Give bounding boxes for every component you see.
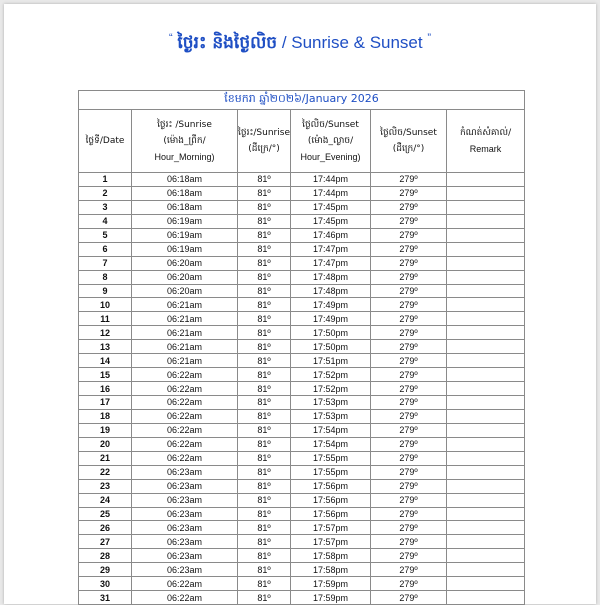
cell-sunset-degree: 279º — [371, 340, 447, 354]
cell-sunrise-time: 06:22am — [132, 368, 238, 382]
cell-sunset-degree: 279º — [371, 284, 447, 298]
cell-remark — [447, 228, 525, 242]
cell-sunrise-time: 06:18am — [132, 173, 238, 187]
cell-remark — [447, 368, 525, 382]
cell-sunrise-time: 06:23am — [132, 507, 238, 521]
table-row — [79, 507, 525, 521]
table-row — [79, 451, 525, 465]
cell-date: 17 — [79, 396, 132, 410]
cell-date: 24 — [79, 493, 132, 507]
table-body — [79, 173, 525, 605]
cell-date: 23 — [79, 479, 132, 493]
cell-date: 10 — [79, 298, 132, 312]
cell-remark — [447, 382, 525, 396]
cell-date: 14 — [79, 354, 132, 368]
cell-sunrise-degree: 81º — [238, 591, 291, 605]
cell-sunset-time: 17:56pm — [291, 507, 371, 521]
table-row — [79, 549, 525, 563]
cell-sunset-time: 17:54pm — [291, 423, 371, 437]
col-header-sunrise-degree: ថ្ងៃរះ/Sunrise (ដឺក្រេ/°) — [238, 110, 291, 173]
table-row — [79, 368, 525, 382]
cell-sunset-time: 17:44pm — [291, 173, 371, 187]
col-header-date: ថ្ងៃទី/Date — [79, 110, 132, 173]
cell-date: 13 — [79, 340, 132, 354]
cell-date: 31 — [79, 591, 132, 605]
cell-remark — [447, 549, 525, 563]
cell-sunrise-time: 06:22am — [132, 451, 238, 465]
table-row — [79, 521, 525, 535]
cell-date: 18 — [79, 409, 132, 423]
table-row — [79, 423, 525, 437]
table-row — [79, 591, 525, 605]
cell-sunrise-degree: 81º — [238, 312, 291, 326]
cell-sunrise-degree: 81º — [238, 382, 291, 396]
table-row — [79, 535, 525, 549]
cell-sunrise-degree: 81º — [238, 228, 291, 242]
cell-sunset-time: 17:56pm — [291, 493, 371, 507]
cell-sunset-time: 17:55pm — [291, 451, 371, 465]
cell-sunrise-time: 06:23am — [132, 493, 238, 507]
cell-remark — [447, 479, 525, 493]
cell-date: 5 — [79, 228, 132, 242]
cell-remark — [447, 298, 525, 312]
cell-remark — [447, 437, 525, 451]
cell-date: 3 — [79, 200, 132, 214]
table-row — [79, 437, 525, 451]
cell-sunset-degree: 279º — [371, 549, 447, 563]
cell-remark — [447, 563, 525, 577]
table-row — [79, 284, 525, 298]
cell-sunrise-time: 06:23am — [132, 465, 238, 479]
cell-sunset-degree: 279º — [371, 563, 447, 577]
cell-sunrise-time: 06:21am — [132, 298, 238, 312]
cell-sunrise-degree: 81º — [238, 396, 291, 410]
cell-remark — [447, 256, 525, 270]
cell-sunset-time: 17:44pm — [291, 186, 371, 200]
table-row — [79, 409, 525, 423]
cell-sunset-degree: 279º — [371, 312, 447, 326]
cell-date: 26 — [79, 521, 132, 535]
cell-date: 28 — [79, 549, 132, 563]
cell-sunset-degree: 279º — [371, 451, 447, 465]
cell-sunrise-degree: 81º — [238, 242, 291, 256]
cell-remark — [447, 423, 525, 437]
cell-sunset-time: 17:52pm — [291, 368, 371, 382]
cell-remark — [447, 242, 525, 256]
cell-sunset-time: 17:50pm — [291, 326, 371, 340]
cell-sunrise-degree: 81º — [238, 186, 291, 200]
cell-sunset-time: 17:48pm — [291, 270, 371, 284]
cell-sunset-degree: 279º — [371, 437, 447, 451]
cell-sunrise-time: 06:23am — [132, 563, 238, 577]
cell-sunrise-time: 06:22am — [132, 423, 238, 437]
cell-date: 4 — [79, 214, 132, 228]
cell-remark — [447, 451, 525, 465]
cell-sunset-degree: 279º — [371, 535, 447, 549]
cell-remark — [447, 354, 525, 368]
cell-date: 2 — [79, 186, 132, 200]
cell-sunset-time: 17:45pm — [291, 200, 371, 214]
cell-date: 20 — [79, 437, 132, 451]
cell-sunrise-degree: 81º — [238, 451, 291, 465]
cell-date: 15 — [79, 368, 132, 382]
cell-sunrise-degree: 81º — [238, 284, 291, 298]
cell-date: 6 — [79, 242, 132, 256]
table-row — [79, 354, 525, 368]
cell-sunset-degree: 279º — [371, 382, 447, 396]
cell-sunrise-degree: 81º — [238, 173, 291, 187]
cell-remark — [447, 521, 525, 535]
cell-sunrise-time: 06:19am — [132, 242, 238, 256]
cell-sunset-time: 17:57pm — [291, 521, 371, 535]
col-header-sunset-degree: ថ្ងៃលិច/Sunset (ដឺក្រេ/°) — [371, 110, 447, 173]
cell-sunrise-time: 06:22am — [132, 437, 238, 451]
cell-remark — [447, 396, 525, 410]
cell-sunrise-degree: 81º — [238, 577, 291, 591]
cell-remark — [447, 577, 525, 591]
cell-sunset-time: 17:50pm — [291, 340, 371, 354]
cell-sunset-degree: 279º — [371, 368, 447, 382]
cell-date: 27 — [79, 535, 132, 549]
cell-sunrise-degree: 81º — [238, 479, 291, 493]
cell-date: 12 — [79, 326, 132, 340]
cell-sunset-time: 17:59pm — [291, 577, 371, 591]
cell-sunset-time: 17:59pm — [291, 591, 371, 605]
cell-remark — [447, 186, 525, 200]
cell-sunrise-time: 06:18am — [132, 200, 238, 214]
table-row — [79, 298, 525, 312]
cell-sunset-degree: 279º — [371, 479, 447, 493]
cell-sunrise-degree: 81º — [238, 409, 291, 423]
cell-sunset-degree: 279º — [371, 577, 447, 591]
cell-date: 29 — [79, 563, 132, 577]
table-row — [79, 242, 525, 256]
cell-sunset-time: 17:55pm — [291, 465, 371, 479]
title-close-quote: ” — [427, 32, 432, 44]
cell-sunset-time: 17:49pm — [291, 298, 371, 312]
cell-sunrise-time: 06:21am — [132, 354, 238, 368]
table-row — [79, 465, 525, 479]
cell-sunrise-degree: 81º — [238, 549, 291, 563]
cell-sunset-degree: 279º — [371, 465, 447, 479]
table-row — [79, 228, 525, 242]
cell-sunrise-time: 06:22am — [132, 577, 238, 591]
cell-sunset-time: 17:58pm — [291, 563, 371, 577]
cell-sunrise-degree: 81º — [238, 437, 291, 451]
cell-remark — [447, 173, 525, 187]
cell-sunrise-degree: 81º — [238, 340, 291, 354]
cell-sunrise-time: 06:21am — [132, 326, 238, 340]
cell-date: 1 — [79, 173, 132, 187]
cell-sunrise-degree: 81º — [238, 200, 291, 214]
table-row — [79, 479, 525, 493]
col-header-sunrise-time: ថ្ងៃរះ /Sunrise (ម៉ោង_ព្រឹក/ Hour_Morning) — [132, 110, 238, 173]
cell-sunrise-time: 06:23am — [132, 535, 238, 549]
table-row — [79, 326, 525, 340]
table-row — [79, 270, 525, 284]
cell-sunrise-degree: 81º — [238, 423, 291, 437]
cell-sunset-degree: 279º — [371, 270, 447, 284]
cell-sunset-time: 17:52pm — [291, 382, 371, 396]
cell-date: 30 — [79, 577, 132, 591]
cell-date: 8 — [79, 270, 132, 284]
cell-sunset-time: 17:47pm — [291, 242, 371, 256]
title-khmer: ថ្ងៃរះ និងថ្ងៃលិច — [177, 33, 278, 53]
cell-sunset-degree: 279º — [371, 242, 447, 256]
cell-sunrise-time: 06:23am — [132, 521, 238, 535]
cell-sunset-degree: 279º — [371, 396, 447, 410]
cell-remark — [447, 200, 525, 214]
cell-sunrise-degree: 81º — [238, 521, 291, 535]
cell-sunset-degree: 279º — [371, 298, 447, 312]
cell-sunset-degree: 279º — [371, 423, 447, 437]
table-row — [79, 396, 525, 410]
cell-remark — [447, 284, 525, 298]
table-row — [79, 186, 525, 200]
cell-sunset-degree: 279º — [371, 326, 447, 340]
cell-sunset-degree: 279º — [371, 493, 447, 507]
table-row — [79, 382, 525, 396]
cell-remark — [447, 591, 525, 605]
cell-sunset-time: 17:53pm — [291, 409, 371, 423]
cell-date: 9 — [79, 284, 132, 298]
cell-sunset-time: 17:45pm — [291, 214, 371, 228]
cell-sunset-time: 17:58pm — [291, 549, 371, 563]
cell-remark — [447, 270, 525, 284]
table-row — [79, 563, 525, 577]
cell-sunset-time: 17:56pm — [291, 479, 371, 493]
cell-sunrise-degree: 81º — [238, 298, 291, 312]
cell-sunset-degree: 279º — [371, 228, 447, 242]
cell-sunset-degree: 279º — [371, 256, 447, 270]
cell-remark — [447, 465, 525, 479]
cell-sunset-degree: 279º — [371, 354, 447, 368]
cell-sunrise-degree: 81º — [238, 270, 291, 284]
table-row — [79, 200, 525, 214]
sunrise-sunset-table — [78, 90, 525, 605]
document-page — [4, 4, 596, 604]
col-header-sunset-time: ថ្ងៃលិច/Sunset (ម៉ោង_ល្ងាច/ Hour_Evening) — [291, 110, 371, 173]
cell-date: 11 — [79, 312, 132, 326]
cell-sunrise-time: 06:18am — [132, 186, 238, 200]
cell-sunset-time: 17:51pm — [291, 354, 371, 368]
cell-date: 25 — [79, 507, 132, 521]
cell-sunset-degree: 279º — [371, 507, 447, 521]
cell-sunrise-degree: 81º — [238, 326, 291, 340]
cell-sunset-degree: 279º — [371, 186, 447, 200]
cell-sunrise-degree: 81º — [238, 465, 291, 479]
cell-sunset-degree: 279º — [371, 173, 447, 187]
cell-sunset-degree: 279º — [371, 409, 447, 423]
cell-sunrise-degree: 81º — [238, 368, 291, 382]
table-row — [79, 256, 525, 270]
cell-sunrise-time: 06:23am — [132, 479, 238, 493]
cell-remark — [447, 214, 525, 228]
cell-sunset-time: 17:53pm — [291, 396, 371, 410]
cell-remark — [447, 535, 525, 549]
cell-remark — [447, 326, 525, 340]
cell-sunrise-time: 06:22am — [132, 409, 238, 423]
cell-date: 22 — [79, 465, 132, 479]
cell-sunset-time: 17:54pm — [291, 437, 371, 451]
cell-sunrise-time: 06:22am — [132, 382, 238, 396]
title-english: / Sunrise & Sunset — [277, 33, 428, 52]
cell-date: 7 — [79, 256, 132, 270]
cell-sunrise-degree: 81º — [238, 563, 291, 577]
cell-sunrise-degree: 81º — [238, 354, 291, 368]
cell-sunset-degree: 279º — [371, 214, 447, 228]
cell-sunset-time: 17:57pm — [291, 535, 371, 549]
cell-sunrise-time: 06:22am — [132, 396, 238, 410]
table-row — [79, 340, 525, 354]
table-row — [79, 173, 525, 187]
table-row — [79, 312, 525, 326]
cell-date: 19 — [79, 423, 132, 437]
cell-sunrise-time: 06:23am — [132, 549, 238, 563]
cell-remark — [447, 507, 525, 521]
cell-sunrise-degree: 81º — [238, 493, 291, 507]
cell-sunset-time: 17:46pm — [291, 228, 371, 242]
title-open-quote: “ — [168, 32, 173, 44]
cell-sunrise-time: 06:19am — [132, 228, 238, 242]
cell-sunset-degree: 279º — [371, 200, 447, 214]
cell-remark — [447, 340, 525, 354]
cell-sunrise-time: 06:20am — [132, 270, 238, 284]
table-row — [79, 493, 525, 507]
cell-date: 21 — [79, 451, 132, 465]
cell-date: 16 — [79, 382, 132, 396]
cell-sunset-degree: 279º — [371, 521, 447, 535]
cell-sunset-time: 17:47pm — [291, 256, 371, 270]
cell-sunrise-time: 06:22am — [132, 591, 238, 605]
cell-sunrise-time: 06:21am — [132, 312, 238, 326]
table-row — [79, 577, 525, 591]
cell-sunrise-degree: 81º — [238, 507, 291, 521]
cell-sunset-degree: 279º — [371, 591, 447, 605]
cell-sunset-time: 17:49pm — [291, 312, 371, 326]
cell-sunrise-degree: 81º — [238, 535, 291, 549]
cell-sunrise-time: 06:20am — [132, 256, 238, 270]
cell-sunrise-degree: 81º — [238, 256, 291, 270]
table-row — [79, 214, 525, 228]
cell-remark — [447, 312, 525, 326]
cell-sunrise-degree: 81º — [238, 214, 291, 228]
cell-remark — [447, 409, 525, 423]
cell-sunset-time: 17:48pm — [291, 284, 371, 298]
cell-sunrise-time: 06:21am — [132, 340, 238, 354]
page-title — [4, 32, 596, 57]
cell-sunrise-time: 06:20am — [132, 284, 238, 298]
cell-sunrise-time: 06:19am — [132, 214, 238, 228]
col-header-remark: កំណត់សំគាល់/ Remark — [447, 110, 525, 173]
cell-remark — [447, 493, 525, 507]
month-header: ខែមករា ឆ្នាំ២០២៦/January 2026 — [79, 91, 525, 110]
